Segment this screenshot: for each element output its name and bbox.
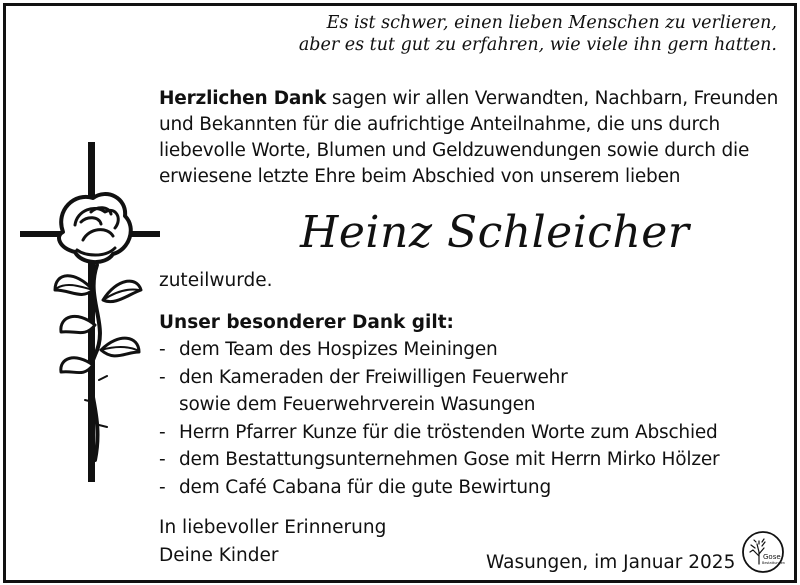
paragraph-end: zuteilwurde. <box>159 270 273 291</box>
closing-signature <box>159 514 386 570</box>
list-item-text: dem Café Cabana für die gute Bewirtung <box>179 476 551 498</box>
paragraph-text: sagen wir allen Verwandten, Nachbarn, Freunden <box>326 88 779 109</box>
signature: Deine Kinder <box>159 545 279 566</box>
list-bullet: - <box>159 449 166 471</box>
place-date: Wasungen, im Januar 2025 <box>486 552 736 573</box>
thanks-lead: Herzlichen Dank <box>159 88 327 109</box>
paragraph-line: liebevolle Worte, Blumen und Geldzuwendungen sowie durch die <box>159 140 750 161</box>
list-item-text: Herrn Pfarrer Kunze für die tröstenden Worte zum Abschied <box>179 421 718 443</box>
opening-quote <box>0 12 777 56</box>
quote-line: Es ist schwer, einen lieben Menschen zu verlieren, <box>326 13 777 33</box>
list-item <box>159 446 719 474</box>
tree-circle-logo <box>741 530 785 574</box>
list-item-text: dem Team des Hospizes Meiningen <box>179 339 498 360</box>
list-item-text: den Kameraden der Freiwilligen Feuerwehr <box>179 366 568 388</box>
list-item <box>159 474 719 502</box>
logo-text: Gose <box>763 553 781 561</box>
special-thanks-list <box>159 336 719 502</box>
paragraph-line: erwiesene letzte Ehre beim Abschied von unserem lieben <box>159 166 681 187</box>
list-item <box>159 419 719 447</box>
special-thanks-heading: Unser besonderer Dank gilt: <box>159 312 454 333</box>
paragraph-line <box>159 86 789 112</box>
list-item-text: dem Bestattungsunternehmen Gose mit Herrn Mirko Hölzer <box>179 449 720 471</box>
list-bullet: - <box>159 339 166 360</box>
list-item <box>159 336 719 364</box>
list-item <box>159 364 719 419</box>
list-bullet: - <box>159 421 166 443</box>
list-bullet: - <box>159 366 166 388</box>
thanks-paragraph <box>159 86 789 190</box>
logo-subtext: Bestattungen <box>762 561 785 565</box>
quote-line: aber es tut gut zu erfahren, wie viele ihn gern hatten. <box>298 35 777 55</box>
list-item-continuation: sowie dem Feuerwehrverein Wasungen <box>179 394 536 416</box>
closing-line: In liebevoller Erinnerung <box>159 517 387 538</box>
list-bullet: - <box>159 476 166 498</box>
cross-with-rose-icon <box>15 140 165 500</box>
deceased-name: Heinz Schleicher <box>300 207 690 258</box>
paragraph-line: und Bekannten für die aufrichtige Anteilnahme, die uns durch <box>159 114 720 135</box>
